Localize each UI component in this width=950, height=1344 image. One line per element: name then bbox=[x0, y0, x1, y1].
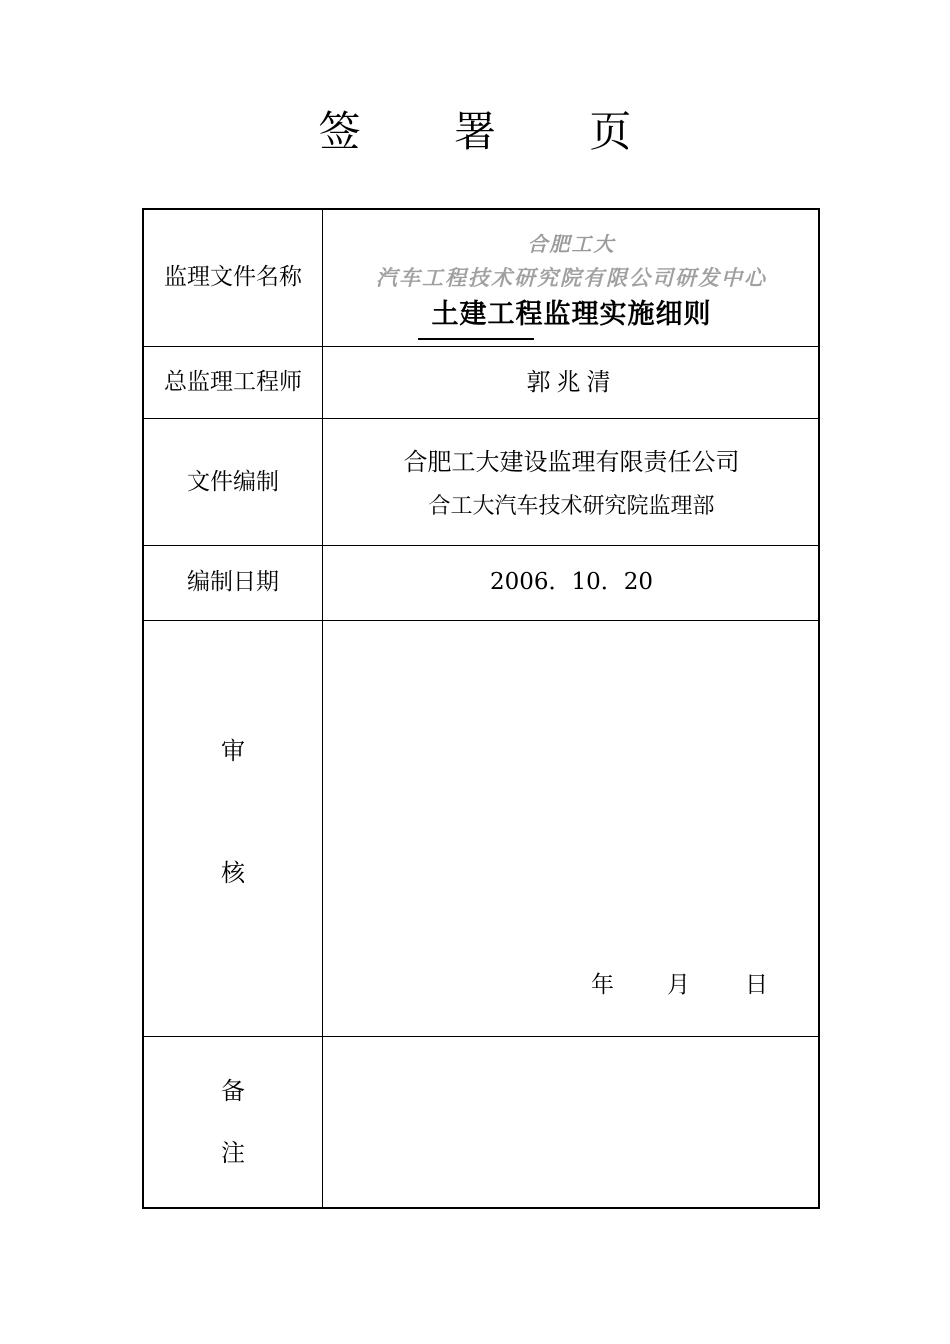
label-review-char1: 审 bbox=[221, 737, 245, 765]
row-divider bbox=[144, 545, 818, 546]
logo-line2-text: 汽车工程技术研究院有限公司研发中心 bbox=[376, 265, 767, 290]
page-title: 签 署 页 bbox=[318, 107, 672, 156]
review-day-label: 日 bbox=[745, 972, 768, 998]
review-year-label: 年 bbox=[591, 972, 614, 998]
label-remarks-char2: 注 bbox=[221, 1139, 245, 1167]
review-month-label: 月 bbox=[667, 972, 690, 998]
compiler-line2: 合工大汽车技术研究院监理部 bbox=[428, 494, 715, 519]
doc-name-value: 土建工程监理实施细则 bbox=[431, 299, 712, 330]
table-column-divider bbox=[322, 210, 323, 1207]
row-divider bbox=[144, 346, 818, 347]
compile-date-value: 2006．10．20 bbox=[489, 569, 654, 595]
label-review-char2: 核 bbox=[221, 859, 245, 887]
doc-name-underline bbox=[418, 338, 534, 340]
compiler-line1: 合肥工大建设监理有限责任公司 bbox=[403, 448, 740, 476]
label-compiler: 文件编制 bbox=[187, 469, 279, 495]
row-divider bbox=[144, 1036, 818, 1037]
row-divider bbox=[144, 418, 818, 419]
label-compile-date: 编制日期 bbox=[187, 569, 279, 595]
label-chief-engineer: 总监理工程师 bbox=[164, 369, 302, 395]
label-remarks-char1: 备 bbox=[221, 1077, 245, 1105]
signature-table bbox=[142, 208, 820, 1209]
row-divider bbox=[144, 620, 818, 621]
logo-line1-text: 合肥工大 bbox=[527, 232, 616, 256]
chief-engineer-value: 郭兆清 bbox=[526, 368, 617, 396]
label-doc-name: 监理文件名称 bbox=[164, 264, 302, 290]
